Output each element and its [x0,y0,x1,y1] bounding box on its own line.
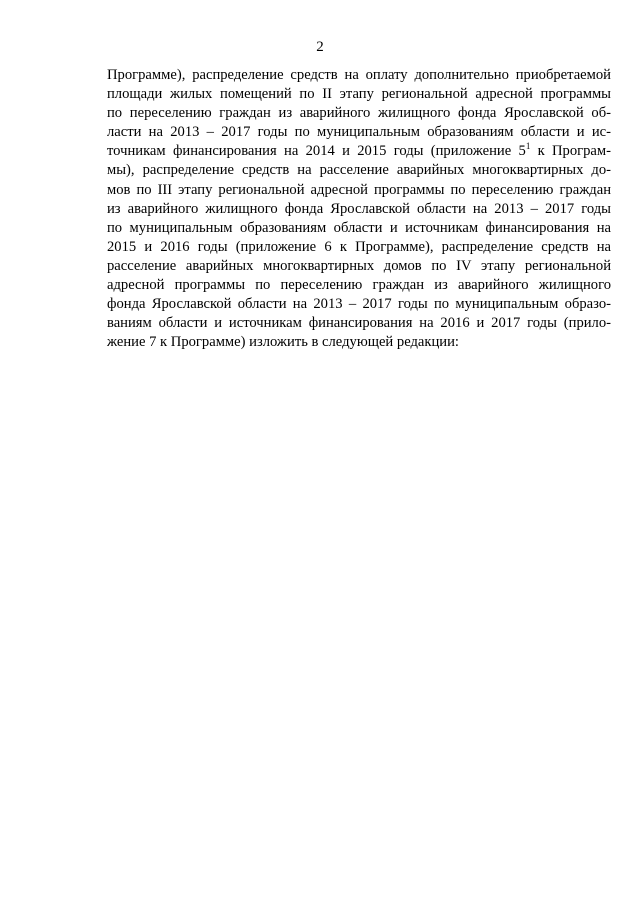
text-line-5 [107,142,611,161]
text-line-4: ласти на 2013 – 2017 годы по муниципальным образованиям области и ис- [107,124,611,141]
superscript-marker: 1 [525,141,531,152]
text-line-5-tail: к Програм- [530,143,612,160]
text-line-12: адресной программы по переселению граждан из аварийного жилищного [107,277,611,294]
text-line-9: по муниципальным образованиям области и источникам финансирования на [107,219,611,236]
text-line-8: из аварийного жилищного фонда Ярославской области на 2013 – 2017 годы [107,200,611,217]
text-line-10: 2015 и 2016 годы (приложение 6 к Программе), распределение средств на [107,238,611,255]
text-line-13: фонда Ярославской области на 2013 – 2017 годы по муниципальным образо- [107,296,611,313]
text-line-2: площади жилых помещений по II этапу региональной адресной программы [107,86,611,103]
text-line-1: Программе), распределение средств на оплату дополнительно приобретаемой [107,67,611,83]
text-line-14: ваниям области и источникам финансирования на 2016 и 2017 годы (прило- [107,315,611,332]
page-number: 2 [316,39,324,55]
text-line-3: по переселению граждан из аварийного жилищного фонда Ярославской об- [107,105,611,122]
body-paragraph [107,66,611,352]
text-line-11: расселение аварийных многоквартирных домов по IV этапу региональной [107,257,611,274]
text-line-6: мы), распределение средств на расселение аварийных многоквартирных до- [107,162,611,179]
text-line-5-main: точникам финансирования на 2014 и 2015 годы (приложение 5 [107,143,526,160]
text-line-15: жение 7 к Программе) изложить в следующей редакции: [107,334,459,351]
text-line-7: мов по III этапу региональной адресной программы по переселению граждан [107,181,611,198]
